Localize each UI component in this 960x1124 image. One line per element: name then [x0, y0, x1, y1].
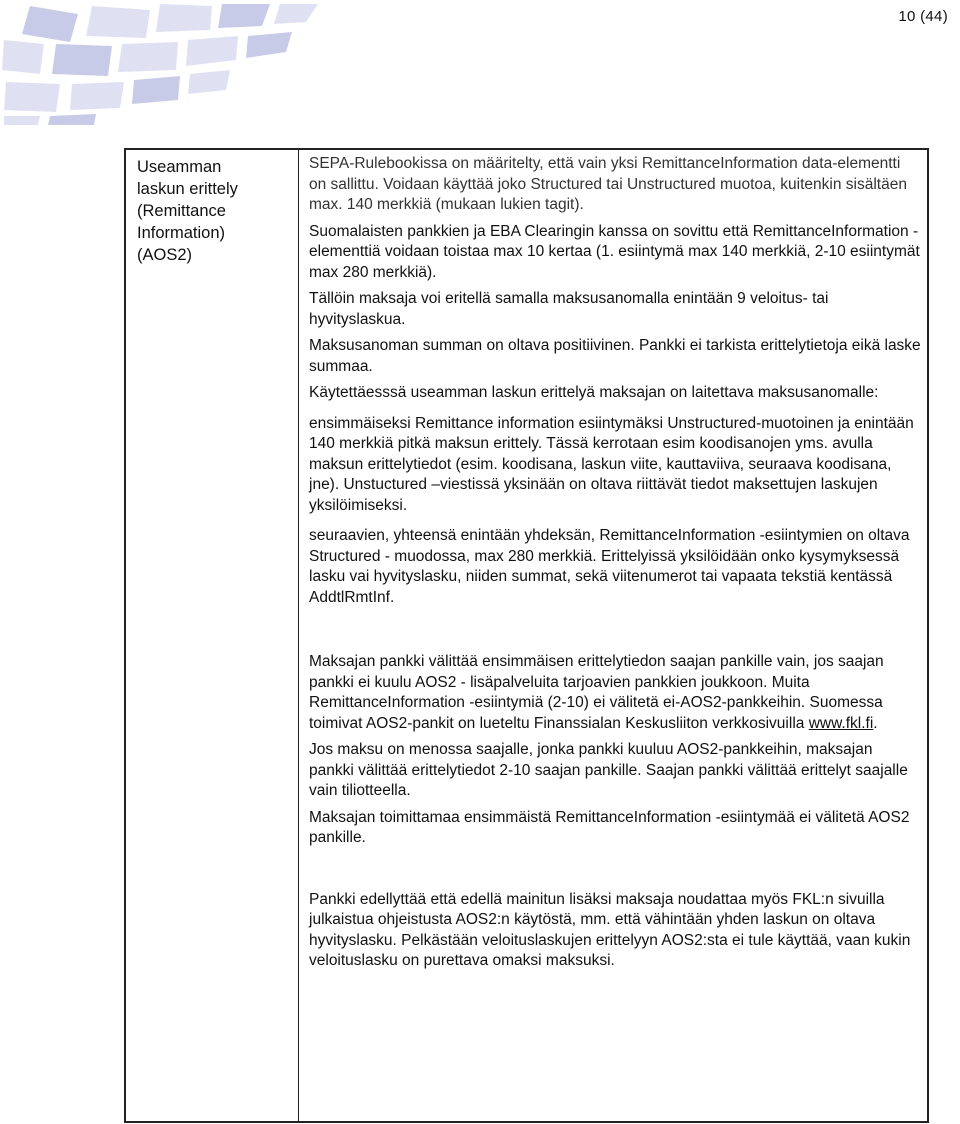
logo-tile [186, 36, 238, 66]
logo-tile [274, 4, 318, 24]
paragraph-agreement: Suomalaisten pankkien ja EBA Clearingin kanssa on sovittu että RemittanceInformation -elementtiä voidaan toistaa max 10 kertaa (1. esiintymä max 140 merkkiä, 2-10 esiintymät max 280 merkkiä). [309, 222, 920, 281]
logo-tile [70, 82, 124, 110]
logo-tile [22, 6, 78, 42]
logo-tile [246, 32, 292, 58]
label-cell [126, 150, 299, 1121]
content-table [124, 148, 929, 1123]
paragraph-bank-requirement: Pankki edellyttää että edellä mainitun lisäksi maksaja noudattaa myös FKL:n sivuilla julkaistua ohjeistusta AOS2:n käytöstä, mm. että vähintään yhden laskun on oltava hyvityslasku. Pelkästään veloituslaskujen erittelyyn AOS2:sta ei tule käyttää, vaan kukin veloituslasku on purettava omaksi maksuksi. [309, 890, 911, 969]
logo-tile [4, 82, 60, 112]
paragraph-aos2-recipient: Jos maksu on menossa saajalle, jonka pankki kuuluu AOS2-pankkeihin, maksajan pankki välittää erittelytiedot 2-10 saajan pankille. Saajan pankki välittää erittelyt saajalle vain tiliotteella. [309, 741, 908, 799]
logo-tile [132, 76, 180, 104]
paragraph-payer-bank-text: Maksajan pankki välittää ensimmäisen erittelytiedon saajan pankille vain, jos saajan pankki ei kuulu AOS2 - lisäpalveluita tarjoavien pankkien joukkoon. Muita RemittanceInformation -esiintymiä (2-10) ei välitetä ei-AOS2-pankkeihin. Suomessa toimivat AOS2-pankit on lueteltu Finanssialan Keskusliiton verkkosivuilla [309, 653, 884, 732]
logo-tile [188, 70, 230, 94]
logo-tile [4, 116, 40, 125]
fkl-link[interactable]: www.fkl.fi [808, 714, 874, 732]
paragraph-sum-positive: Maksusanoman summan on oltava positiivinen. Pankki ei tarkista erittelytietoja eikä laske summaa. [309, 337, 921, 375]
decorative-logo-pattern [0, 0, 330, 125]
logo-tile [48, 114, 96, 125]
paragraph-max-invoices: Tällöin maksaja voi eritellä samalla maksusanomalla enintään 9 veloitus- tai hyvityslaskua. [309, 290, 829, 328]
paragraph-first-not-forwarded: Maksajan toimittamaa ensimmäistä RemittanceInformation -esiintymää ei välitetä AOS2 pankille. [309, 808, 910, 846]
paragraph-rulebook: SEPA-Rulebookissa on määritelty, että vain yksi RemittanceInformation data-elementti on sallittu. Voidaan käyttää joko Structured tai Unstructured muotoa, kuitenkin sisältäen max. 140 merkkiä (mukaan lukien tagit). [309, 155, 907, 213]
paragraph-usage-intro: Käytettäesssä useamman laskun erittelyä maksajan on laitettava maksusanomalle: [309, 384, 879, 401]
paragraph-first-occurrence: ensimmäiseksi Remittance information esiintymäksi Unstructured-muotoinen ja enintään 140 merkkiä pitkä maksun erittely. Tässä kerrotaan esim koodisanojen yms. avulla maksun erittelytiedot (esim. koodisana, laskun viite, kauttaviiva, seuraava koodisana, jne). Unstuctured –viestissä yksinään on oltava riittävät tiedot maksettujen laskujen yksilöimiseksi. [309, 414, 914, 514]
logo-tile [52, 44, 112, 76]
description-cell [309, 154, 921, 972]
logo-tile [156, 4, 212, 32]
link-suffix: . [873, 714, 878, 732]
logo-tile [2, 40, 44, 74]
paragraph-payer-bank [309, 652, 921, 734]
paragraph-following-occurrences: seuraavien, yhteensä enintään yhdeksän, RemittanceInformation -esiintymien on oltava Structured - muodossa, max 280 merkkiä. Erittelyissä yksilöidään onko kysymyksessä lasku vai hyvityslasku, niiden summat, sekä viitenumerot tai vapaata tekstiä kentässä AddtlRmtInf. [309, 527, 910, 606]
page-number: 10 (44) [898, 8, 948, 25]
row-label: Useamman laskun erittely (Remittance Information) (AOS2) [137, 158, 238, 264]
logo-tile [218, 4, 270, 28]
logo-tile [118, 42, 178, 72]
logo-tile [86, 6, 150, 38]
